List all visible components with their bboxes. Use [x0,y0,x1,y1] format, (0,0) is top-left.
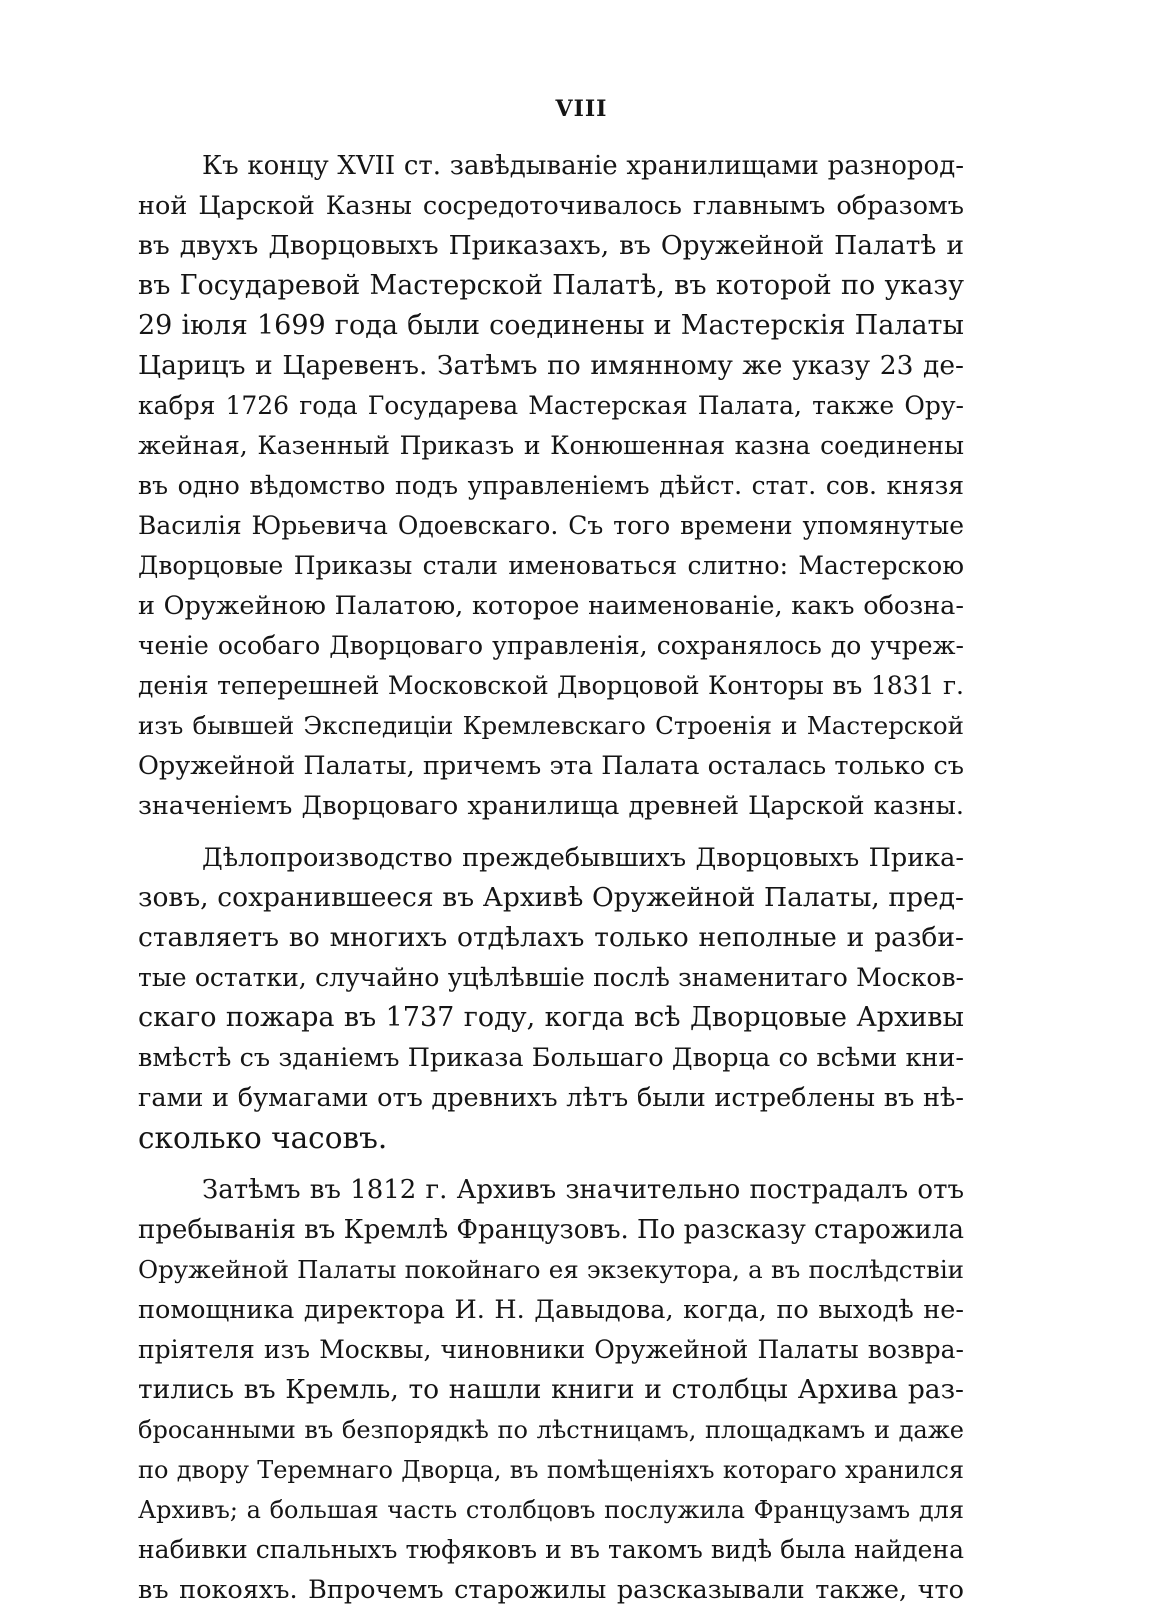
text-line: Василія Юрьевича Одоевскаго. Съ того времени упомянутые [138,511,964,540]
text-line: тились въ Кремль, то нашли книги и столбцы Архива раз- [138,1374,964,1405]
text-line: тые остатки, случайно уцѣлѣвшіе послѣ знаменитаго Москов- [138,963,964,992]
page-number: VIII [555,96,608,122]
text-line: въ Государевой Мастерской Палатѣ, въ которой по указу [138,270,964,301]
text-line: Дворцовые Приказы стали именоваться слитно: Мастерскою [138,551,964,580]
text-line: зовъ, сохранившееся въ Архивѣ Оружейной Палаты, пред- [138,882,964,913]
text-line: пребыванія въ Кремлѣ Французовъ. По разсказу старожила [138,1215,964,1245]
text-line: скаго пожара въ 1737 году, когда всѣ Дворцовые Архивы [138,1002,964,1033]
text-line: жейная, Казенный Приказъ и Конюшенная казна соединены [138,431,964,460]
text-line: ставляетъ во многихъ отдѣлахъ только неполные и разби- [138,922,964,953]
paragraph-2 [138,838,964,1158]
text-line: помощника директора И. Н. Давыдова, когда, по выходѣ не- [138,1295,964,1325]
text-line: Оружейной Палаты, причемъ эта Палата осталась только съ [138,751,964,781]
text-line: Архивъ; а большая часть столбцовъ послужила Французамъ для [138,1496,964,1524]
text-line: сколько часовъ. [138,1121,388,1155]
text-line: вмѣстѣ съ зданіемъ Приказа Большаго Дворца со всѣми кни- [138,1043,964,1073]
text-line: по двору Теремнаго Дворца, въ помѣщеніяхъ котораго хранился [138,1456,964,1484]
text-line: изъ бывшей Экспедиціи Кремлевскаго Строенія и Мастерской [138,711,964,740]
text-line: Къ концу XVII ст. завѣдываніе хранилищами разнород- [202,151,964,181]
text-line: ченіе особаго Дворцоваго управленія, сохранялось до учреж- [138,631,964,660]
text-line: Дѣлопроизводство преждебывшихъ Дворцовыхъ Прика- [202,843,964,873]
text-line: въ одно вѣдомство подъ управленіемъ дѣйст. стат. сов. князя [138,471,964,500]
text-line: кабря 1726 года Государева Мастерская Палата, также Ору- [138,391,964,420]
text-line: гами и бумагами отъ древнихъ лѣтъ были истреблены въ нѣ- [138,1083,964,1113]
text-line: Царицъ и Царевенъ. Затѣмъ по имянному же указу 23 де- [138,350,964,381]
paragraph-1 [138,146,964,826]
text-line: набивки спальныхъ тюфяковъ и въ такомъ видѣ была найдена [138,1535,964,1564]
text-line: бросанными въ безпорядкѣ по лѣстницамъ, площадкамъ и даже [138,1416,964,1444]
text-line: 29 іюля 1699 года были соединены и Мастерскія Палаты [138,310,964,341]
text-line: денія теперешней Московской Дворцовой Конторы въ 1831 г. [138,671,964,700]
text-line: Затѣмъ въ 1812 г. Архивъ значительно пострадалъ отъ [202,1175,964,1205]
body-text [138,146,964,1610]
text-line: ной Царской Казны сосредоточивалось главнымъ образомъ [138,191,964,221]
text-line: Оружейной Палаты покойнаго ея экзекутора, а въ послѣдствіи [138,1255,964,1284]
text-line: и Оружейною Палатою, которое наименованіе, какъ обозна- [138,591,964,621]
paragraph-gap [138,826,964,838]
paragraph-3 [138,1170,964,1610]
text-line: въ покояхъ. Впрочемъ старожилы разсказывали также, что [138,1575,964,1605]
paragraph-gap [138,1158,964,1170]
text-line: пріятеля изъ Москвы, чиновники Оружейной Палаты возвра- [138,1335,964,1364]
text-line: въ двухъ Дворцовыхъ Приказахъ, въ Оружейной Палатѣ и [138,230,964,261]
text-line: значеніемъ Дворцоваго хранилища древней Царской казны. [138,791,964,821]
